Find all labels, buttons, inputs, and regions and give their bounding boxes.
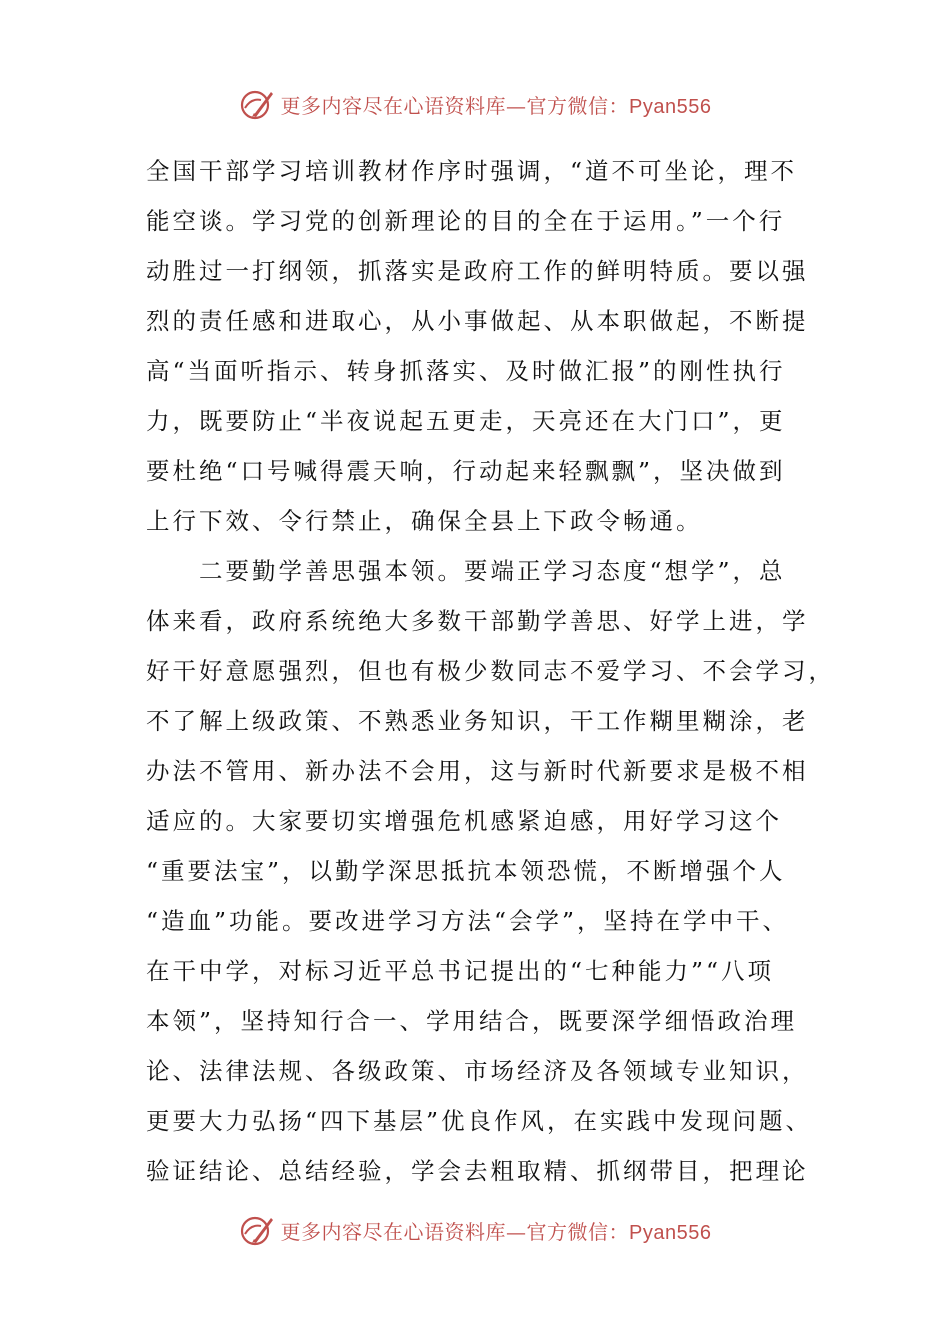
header-banner-text xyxy=(281,90,712,119)
footer-banner-wechat: 官方微信： xyxy=(526,1219,630,1244)
body-line-13: 办法不管用、新办法不会用，这与新时代新要求是极不相 xyxy=(146,757,809,785)
body-line-20: 更要大力弘扬“四下基层”优良作风，在实践中发现问题、 xyxy=(146,1107,813,1135)
body-line-2: 能空谈。学习党的创新理论的目的全在于运用。”一个行 xyxy=(146,207,786,235)
body-line-9: 二要勤学善思强本领。要端正学习态度“想学”，总 xyxy=(146,557,786,585)
pen-logo-icon xyxy=(239,1212,275,1248)
body-line-17: 在干中学，对标习近平总书记提出的“七种能力”“八项 xyxy=(146,957,775,985)
header-banner-id: Pyan556 xyxy=(629,95,712,118)
footer-banner-text xyxy=(281,1216,712,1245)
body-line-16: “造血”功能。要改进学习方法“会学”，坚持在学中干、 xyxy=(146,907,790,935)
body-line-11: 好干好意愿强烈，但也有极少数同志不爱学习、不会学习， xyxy=(146,657,835,685)
header-banner xyxy=(0,84,950,124)
body-line-1: 全国干部学习培训教材作序时强调，“道不可坐论，理不 xyxy=(146,157,798,185)
body-line-4: 烈的责任感和进取心，从小事做起、从本职做起，不断提 xyxy=(146,307,809,335)
header-banner-main: 更多内容尽在心语资料库 xyxy=(280,93,507,118)
body-line-15: “重要法宝”，以勤学深思抵抗本领恐慌，不断增强个人 xyxy=(146,857,786,885)
document-body xyxy=(146,146,835,1196)
header-banner-dash: — xyxy=(506,93,527,118)
footer-banner-dash: — xyxy=(506,1219,527,1244)
body-line-14: 适应的。大家要切实增强危机感紧迫感，用好学习这个 xyxy=(146,807,782,835)
pen-logo-icon xyxy=(239,86,275,122)
body-line-21: 验证结论、总结经验，学会去粗取精、抓纲带目，把理论 xyxy=(146,1157,809,1185)
body-line-5: 高“当面听指示、转身抓落实、及时做汇报”的刚性执行 xyxy=(146,357,786,385)
body-line-19: 论、法律法规、各级政策、市场经济及各领域专业知识， xyxy=(146,1057,809,1085)
footer-banner xyxy=(0,1210,950,1250)
body-line-3: 动胜过一打纲领，抓落实是政府工作的鲜明特质。要以强 xyxy=(146,257,809,285)
body-line-8: 上行下效、令行禁止，确保全县上下政令畅通。 xyxy=(146,507,703,535)
body-line-12: 不了解上级政策、不熟悉业务知识，干工作糊里糊涂，老 xyxy=(146,707,809,735)
footer-banner-id: Pyan556 xyxy=(629,1221,712,1244)
body-line-10: 体来看，政府系统绝大多数干部勤学善思、好学上进，学 xyxy=(146,607,809,635)
body-line-18: 本领”，坚持知行合一、学用结合，既要深学细悟政治理 xyxy=(146,1007,798,1035)
body-line-6: 力，既要防止“半夜说起五更走，天亮还在大门口”，更 xyxy=(146,407,786,435)
body-line-7: 要杜绝“口号喊得震天响，行动起来轻飘飘”，坚决做到 xyxy=(146,457,786,485)
footer-banner-main: 更多内容尽在心语资料库 xyxy=(280,1219,507,1244)
header-banner-wechat: 官方微信： xyxy=(526,93,630,118)
